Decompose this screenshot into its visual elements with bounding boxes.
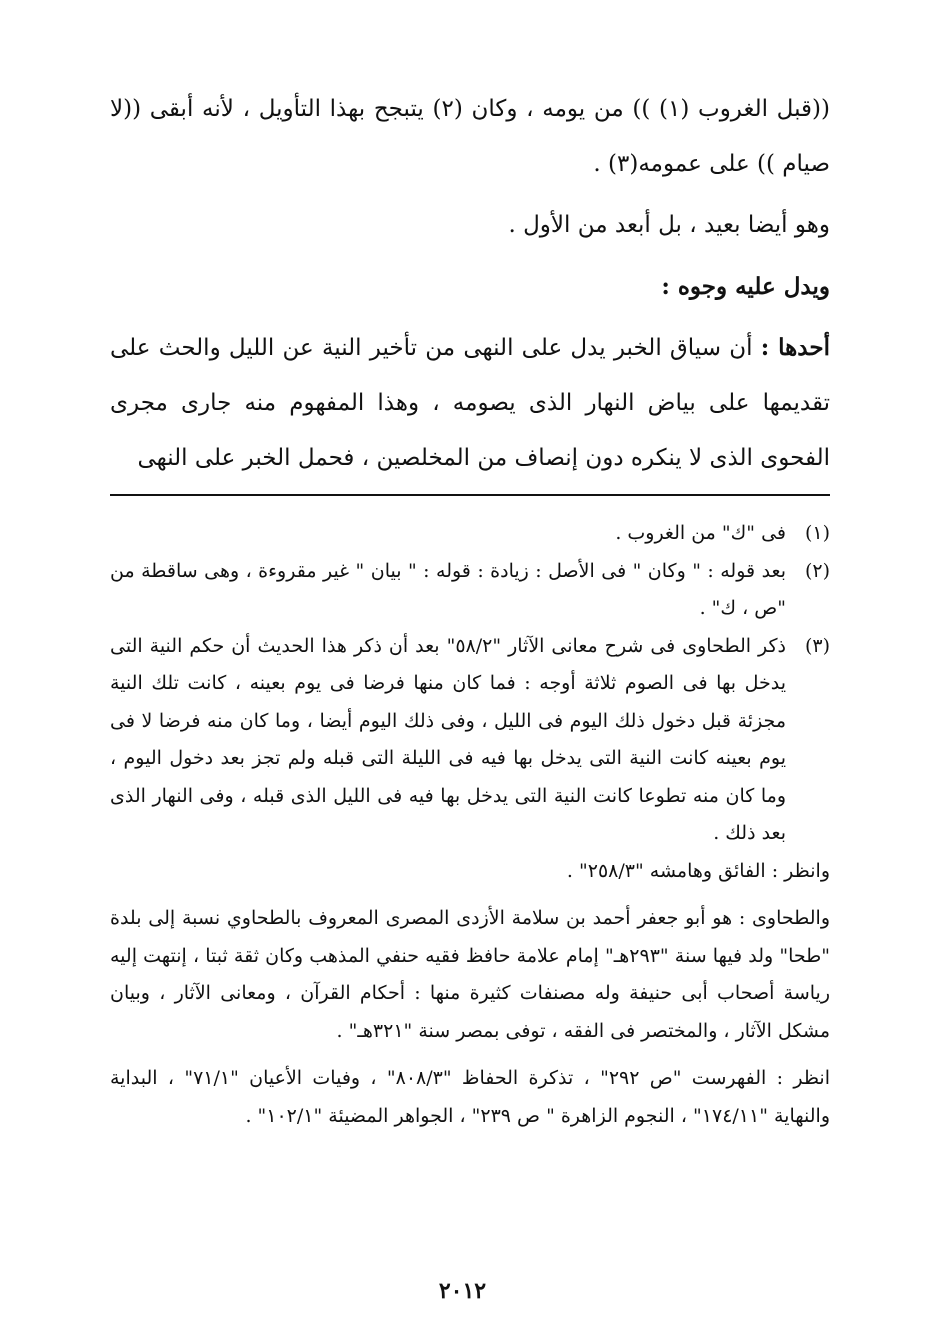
footnotes xyxy=(110,515,830,1135)
footnote-biography: والطحاوى : هو أبو جعفر أحمد بن سلامة الأزدى المصرى المعروف بالطحاوي نسبة إلى بلدة "طحا" ولد فيها سنة "٢٩٣هـ" إمام علامة حافظ فقيه حنفي المذهب وكان ثقة ثبتا ، إنتهت إليه رياسة أصحاب أبى حنيفة وله مصنفات كثيرة منها : أحكام القرآن ، ومعانى الآثار ، وبيان مشكل الآثار ، والمختصر فى الفقه ، توفى بمصر سنة "٣٢١هـ" . xyxy=(110,907,830,1042)
footnote-2 xyxy=(110,553,830,628)
footnote-number: (٣) xyxy=(804,634,830,657)
first-reason-lead: أحدها : xyxy=(760,334,830,361)
footnote-separator xyxy=(110,494,830,496)
paragraph-first-reason xyxy=(110,320,830,486)
page-number: ٢٠١٢ xyxy=(438,1278,487,1304)
footnote-text: فى "ك" من الغروب . xyxy=(615,522,786,544)
footnote-1 xyxy=(110,515,830,553)
paragraph-continuation: ((قبل الغروب (١) )) من يومه ، وكان (٢) يتبجح بهذا التأويل ، لأنه أبقى ((لا صيام )) على عمومه(٣) . xyxy=(110,96,830,177)
main-text xyxy=(110,82,830,486)
footnote-references: انظر : الفهرست "ص ٢٩٢" ، تذكرة الحفاظ "٨٠٨/٣" ، وفيات الأعيان "٧١/١" ، البداية والنهاية "١٧٤/١١" ، النجوم الزاهرة " ص ٢٣٩" ، الجواهر المضيئة "١٠٢/١" . xyxy=(110,1067,830,1127)
footnote-3 xyxy=(110,628,830,853)
footnote-text: ذكر الطحاوى فى شرح معانى الآثار "٥٨/٢" بعد أن ذكر هذا الحديث أن حكم النية التى يدخل بها فى الصوم ثلاثة أوجه : فما كان منها فرضا فى يوم بعينه ، كانت تلك النية مجزئة قبل دخول ذلك اليوم فى الليل ، وفى ذلك اليوم أيضا ، وما كان منه فرضا لا فى يوم بعينه كانت النية التى يدخل بها فيه فى الليلة التى قبله ولم تجز بعد دخول اليوم ، وما كان منه تطوعا كانت النية التى يدخل بها فيه فى الليل الذى قبله ، وفى النهار الذى بعد ذلك . xyxy=(110,634,786,844)
section-heading: ويدل عليه وجوه : xyxy=(661,273,830,300)
footnote-number: (١) xyxy=(804,522,830,544)
footnote-text: بعد قوله : " وكان " فى الأصل : زيادة : قوله : " بيان " غير مقروءة ، وهى ساقطة من "ص ، ك" . xyxy=(110,559,786,619)
first-reason-text: أن سياق الخبر يدل على النهى من تأخير النية عن الليل والحث على تقديمها على بياض النهار الذى يصومه ، وهذا المفهوم منه جارى مجرى الفحوى الذى لا ينكره دون إنصاف من المخلصين ، فحمل الخبر على النهى xyxy=(110,335,830,471)
footnote-see-also: وانظر : الفائق وهامشه "٢٥٨/٣" . xyxy=(566,859,830,882)
footnote-number: (٢) xyxy=(804,559,830,582)
paragraph-remark: وهو أيضا بعيد ، بل أبعد من الأول . xyxy=(508,212,830,238)
